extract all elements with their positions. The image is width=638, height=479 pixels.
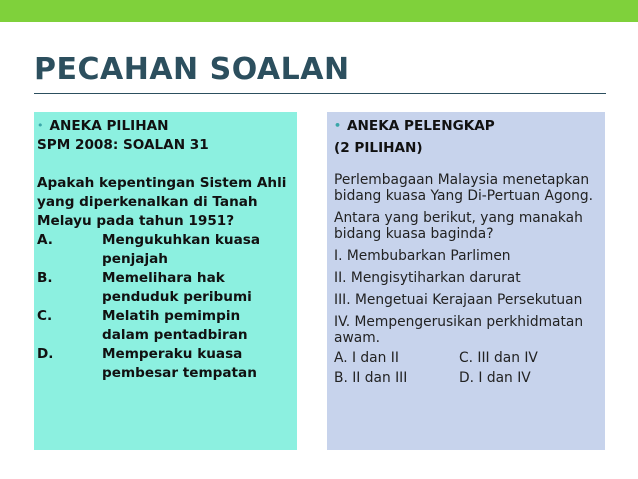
option-text: Memelihara hak penduduk peribumi	[102, 270, 252, 305]
item-iv: IV. Mempengerusikan perkhidmatan awam.	[334, 314, 584, 346]
question-source: SPM 2008: SOALAN 31	[37, 137, 209, 153]
right-subheading: (2 PILIHAN)	[334, 140, 423, 156]
option-text: Melatih pemimpin dalam pentadbiran	[102, 308, 248, 343]
top-accent-bar	[0, 0, 638, 22]
aneka-pelengkap-panel	[327, 112, 605, 450]
answer-c: C. III dan IV	[459, 350, 538, 366]
option-letter: A.	[37, 232, 53, 248]
item-iii: III. Mengetuai Kerajaan Persekutuan	[334, 292, 583, 308]
title-underline	[34, 93, 606, 94]
right-heading-label: ANEKA PELENGKAP	[347, 118, 495, 134]
left-heading-label: ANEKA PILIHAN	[49, 118, 169, 134]
option-c	[37, 307, 297, 345]
question-text: Apakah kepentingan Sistem Ahli yang diperkenalkan di Tanah Melayu pada tahun 1951?	[37, 175, 287, 229]
right-heading	[334, 116, 605, 136]
answer-d: D. I dan IV	[459, 370, 531, 386]
answer-a: A. I dan II	[334, 350, 399, 366]
stem-question: Antara yang berikut, yang manakah bidang kuasa baginda?	[334, 210, 583, 242]
option-letter: D.	[37, 346, 54, 362]
option-letter: B.	[37, 270, 53, 286]
bullet-icon: •	[37, 119, 44, 132]
left-heading	[37, 116, 297, 136]
option-text: Memperaku kuasa pembesar tempatan	[102, 346, 257, 381]
answer-row-2	[334, 368, 596, 388]
item-i: I. Membubarkan Parlimen	[334, 248, 511, 264]
answer-b: B. II dan III	[334, 370, 408, 386]
answer-row-1	[334, 348, 596, 368]
item-ii: II. Mengisytiharkan darurat	[334, 270, 521, 286]
option-text: Mengukuhkan kuasa penjajah	[102, 232, 261, 267]
option-d	[37, 345, 297, 383]
slide-title: PECAHAN SOALAN	[34, 52, 350, 87]
question-body	[334, 172, 596, 388]
bullet-icon: •	[334, 119, 342, 132]
stem-statement: Perlembagaan Malaysia menetapkan bidang kuasa Yang Di-Pertuan Agong.	[334, 172, 594, 204]
option-a	[37, 231, 297, 269]
option-letter: C.	[37, 308, 53, 324]
aneka-pilihan-panel	[34, 112, 297, 450]
option-b	[37, 269, 297, 307]
